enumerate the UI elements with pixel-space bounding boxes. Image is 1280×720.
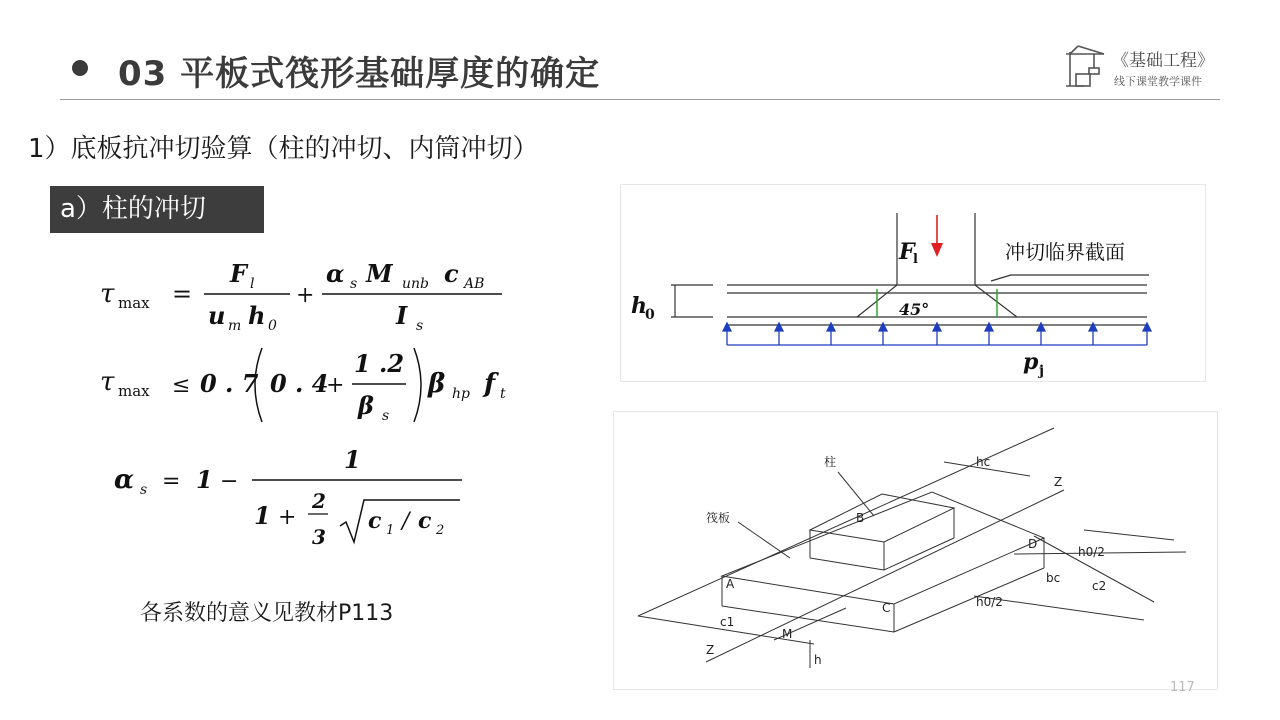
svg-text:1: 1 [254, 501, 271, 530]
svg-text:+: + [296, 283, 315, 308]
bc-label: bc [1046, 571, 1061, 585]
punching-section-figure [620, 184, 1206, 382]
svg-text:c: c [444, 259, 459, 288]
logo-subtitle: 线下课堂教学课件 [1114, 75, 1202, 88]
isometric-raft-diagram [614, 412, 1217, 689]
h0-half-bottom-label: h0/2 [976, 595, 1003, 609]
height-h-label: h [814, 653, 822, 667]
svg-text:−: − [220, 469, 239, 494]
raft-label: 筏板 [706, 511, 731, 525]
svg-text:+: + [326, 373, 345, 398]
title-divider [60, 99, 1220, 100]
svg-text:β: β [428, 369, 446, 399]
svg-text:≤: ≤ [172, 373, 191, 398]
column-label: 柱 [824, 455, 837, 469]
svg-text:s: s [416, 318, 424, 334]
hc-label: hc [976, 455, 991, 469]
slide-title: 03 平板式筏形基础厚度的确定 [118, 54, 601, 94]
crane-logo-icon [1064, 44, 1108, 88]
svg-text:max: max [118, 382, 150, 400]
svg-text:hp: hp [452, 386, 470, 402]
pressure-label: p [1023, 349, 1039, 375]
svg-text:F: F [230, 259, 248, 288]
svg-text:s: s [350, 276, 358, 292]
title-bullet [72, 60, 88, 76]
coefficient-note: 各系数的意义见教材P113 [140, 601, 394, 626]
svg-text:s: s [140, 482, 148, 498]
point-m-label: M [782, 627, 793, 641]
depth-label-sub: 0 [645, 307, 655, 323]
svg-text:s: s [382, 408, 390, 424]
svg-text:α: α [326, 259, 345, 288]
page-number: 117 [1170, 680, 1195, 695]
h0-half-top-label: h0/2 [1078, 545, 1105, 559]
svg-text:=: = [172, 280, 193, 308]
svg-text:h: h [248, 301, 266, 330]
svg-text:M: M [366, 259, 393, 288]
corner-a-label: A [726, 577, 735, 591]
sub-section-label: a）柱的冲切 [50, 186, 264, 233]
logo-title: 《基础工程》 [1112, 51, 1214, 71]
angle-label: 45° [899, 300, 930, 319]
svg-text:τ: τ [100, 367, 115, 397]
svg-text:+: + [278, 505, 297, 530]
svg-text:β: β [358, 391, 374, 420]
corner-b-label: B [856, 511, 865, 525]
z-top-label: Z [1054, 475, 1063, 489]
svg-text:α: α [114, 465, 135, 495]
svg-text:unb: unb [402, 276, 429, 292]
svg-text:1 .2: 1 .2 [354, 349, 405, 378]
svg-text:1: 1 [196, 465, 213, 494]
load-label-sub: l [913, 252, 918, 267]
svg-text:f: f [484, 369, 496, 399]
svg-text:2: 2 [312, 489, 326, 513]
svg-text:1: 1 [344, 445, 361, 474]
svg-text:c: c [418, 508, 432, 534]
svg-text:max: max [118, 294, 150, 312]
svg-text:0: 0 [268, 318, 277, 334]
svg-text:0 . 4: 0 . 4 [270, 369, 329, 398]
corner-d-label: D [1028, 537, 1038, 551]
svg-text:/: / [402, 509, 410, 534]
punching-shear-formulas [90, 250, 530, 560]
svg-text:τ: τ [100, 279, 115, 309]
svg-text:t: t [500, 386, 506, 402]
c2-label: c2 [1092, 579, 1107, 593]
svg-text:I: I [396, 301, 408, 330]
svg-text:l: l [250, 276, 255, 292]
svg-text:=: = [162, 469, 181, 494]
svg-text:u: u [208, 301, 226, 330]
svg-text:2: 2 [436, 523, 445, 538]
section-heading: 1）底板抗冲切验算（柱的冲切、内筒冲切） [28, 134, 539, 164]
corner-c-label: C [882, 601, 891, 615]
depth-label: h [631, 293, 647, 319]
punching-section-diagram [621, 185, 1205, 381]
z-bottom-label: Z [706, 643, 715, 657]
load-label: F [899, 239, 915, 265]
c1-label: c1 [720, 615, 735, 629]
svg-text:m: m [228, 318, 242, 334]
svg-text:1: 1 [386, 523, 395, 538]
isometric-raft-figure [613, 411, 1218, 690]
svg-text:c: c [368, 508, 382, 534]
critical-section-label: 冲切临界截面 [1005, 242, 1125, 264]
pressure-label-sub: j [1039, 363, 1045, 379]
svg-text:3: 3 [312, 525, 326, 549]
svg-text:AB: AB [464, 276, 485, 292]
svg-text:0 . 7: 0 . 7 [200, 369, 259, 398]
